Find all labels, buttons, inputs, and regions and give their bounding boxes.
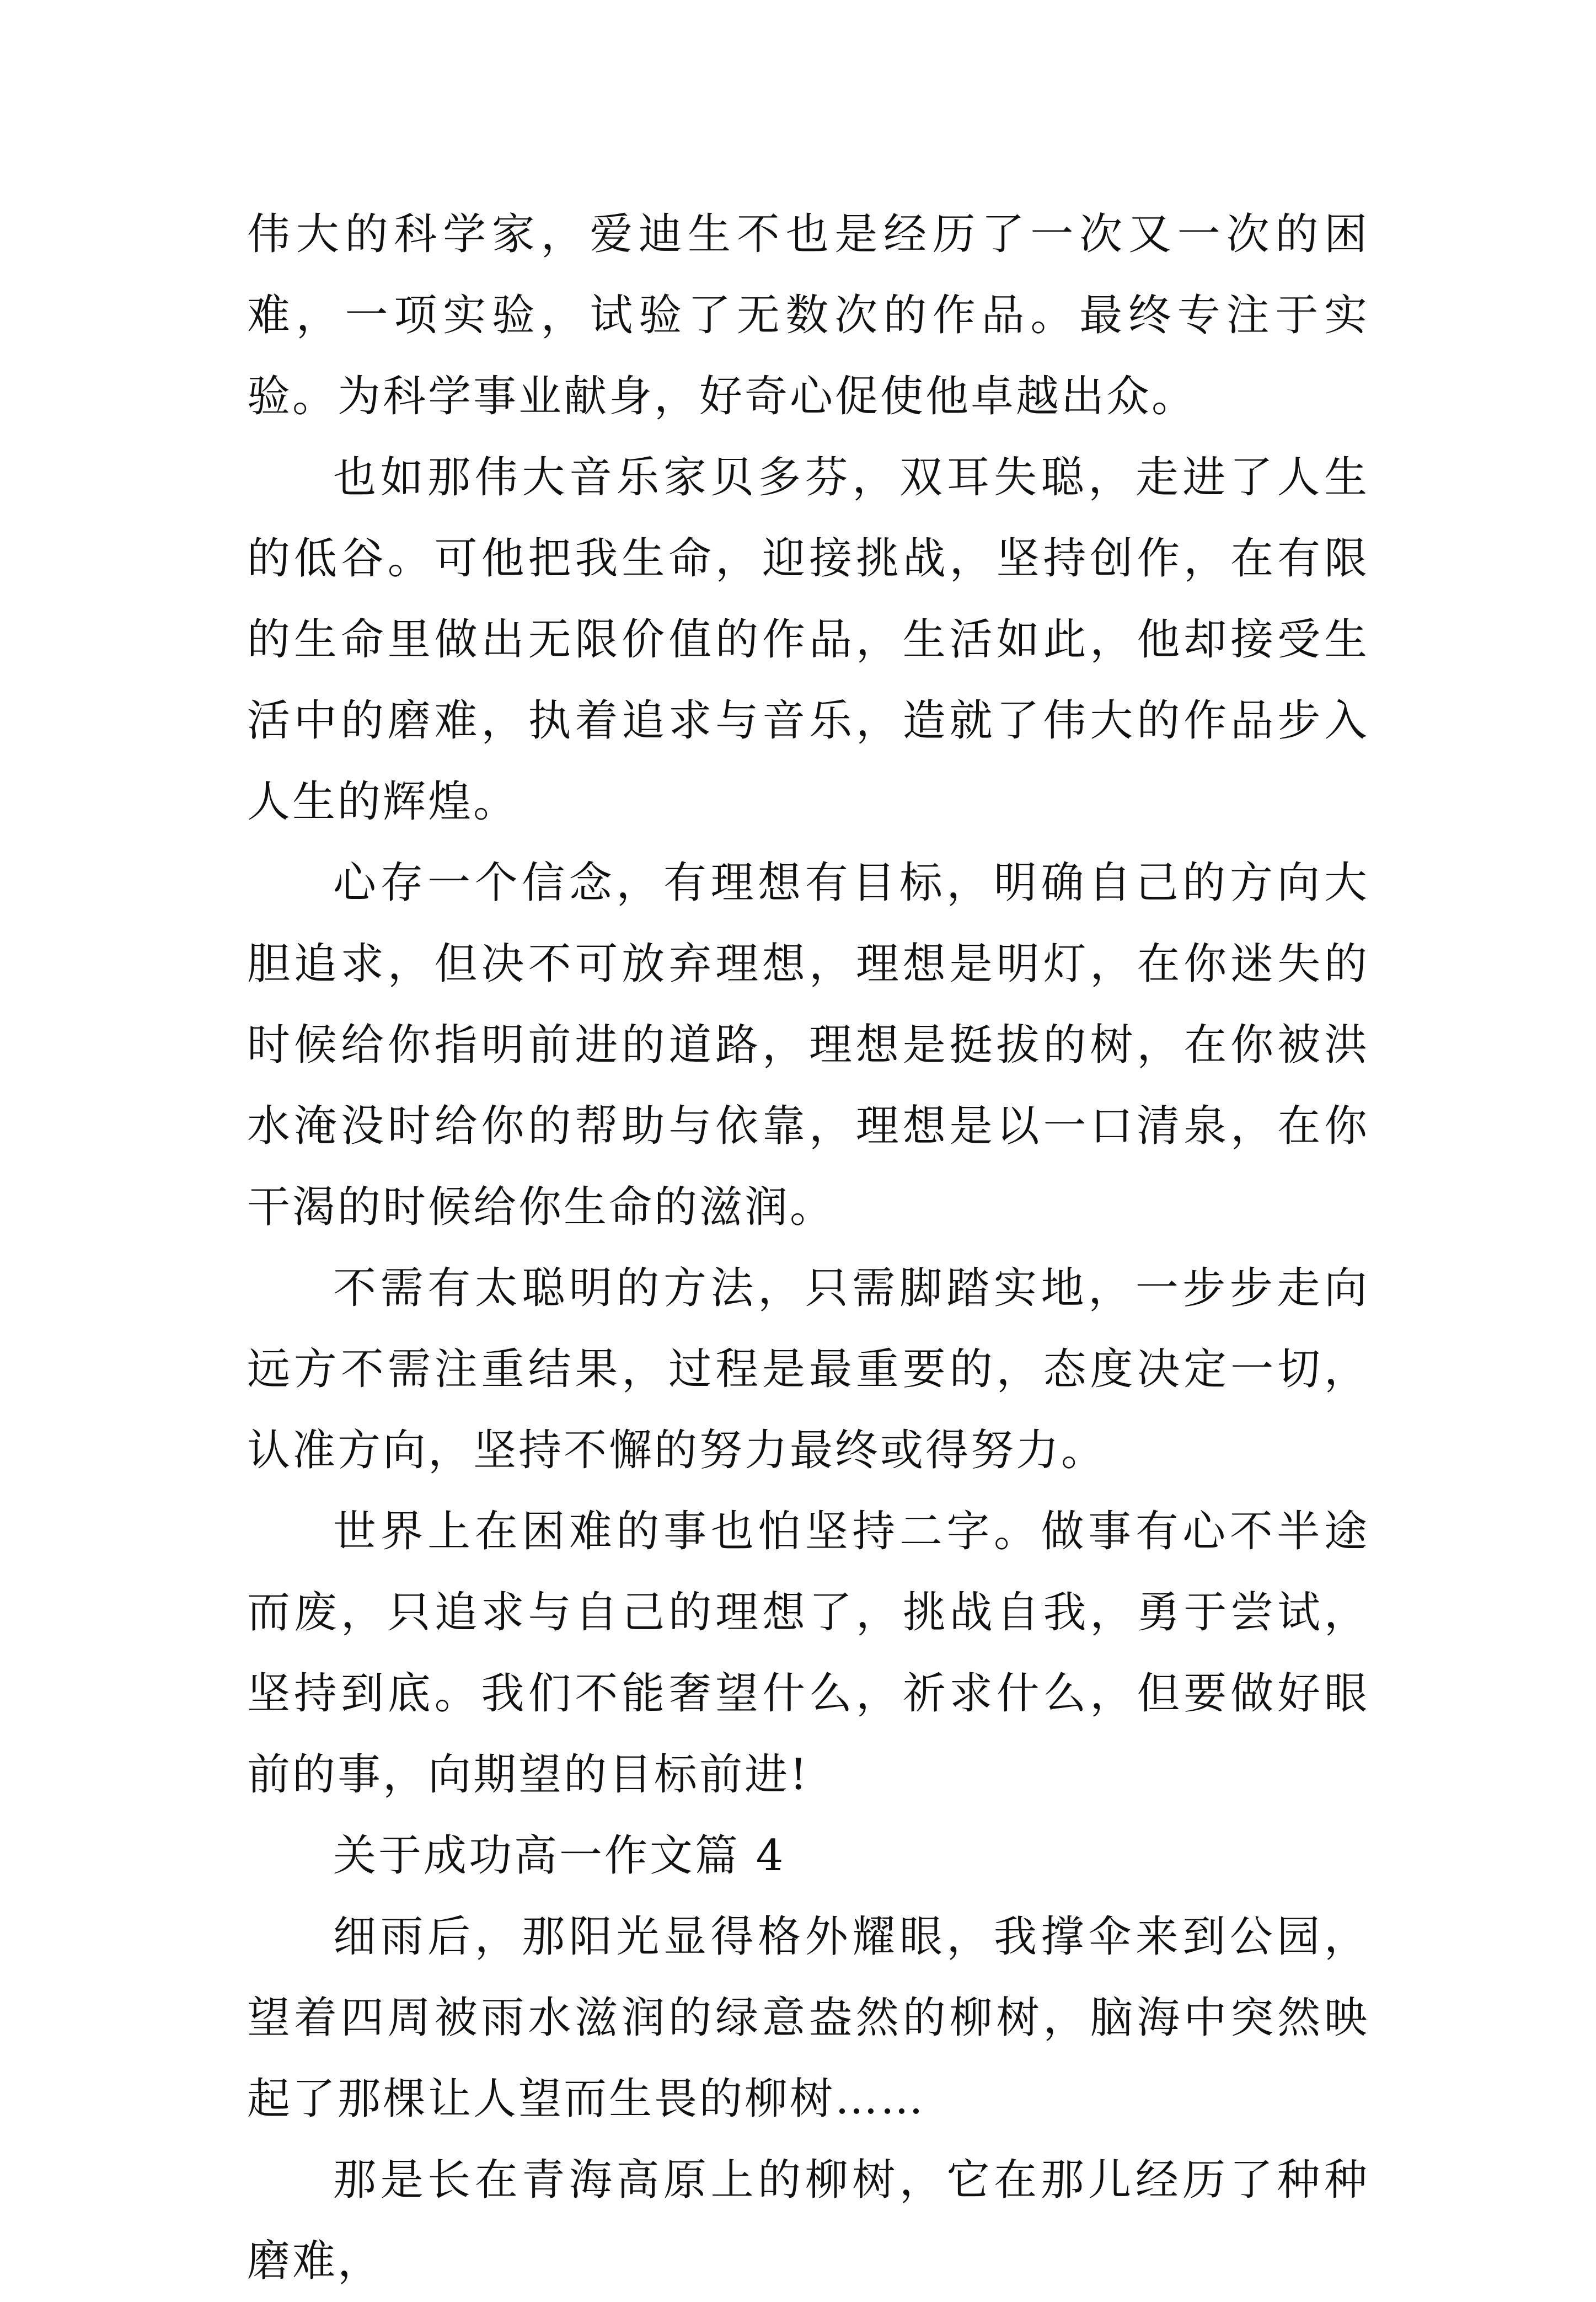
paragraph-5: 世界上在困难的事也怕坚持二字。做事有心不半途而废，只追求与自己的理想了，挑战自我，勇于尝试，坚持到底。我们不能奢望什么，祈求什么，但要做好眼前的事，向期望的目标前进! xyxy=(247,1507,1369,1800)
section-heading: 关于成功高一作文篇 4 xyxy=(333,1831,786,1881)
paragraph-6: 细雨后，那阳光显得格外耀眼，我撑伞来到公园，望着四周被雨水滋润的绿意盎然的柳树，脑海中突然映起了那棵让人望而生畏的柳树…… xyxy=(247,1912,1369,2124)
paragraph-2: 也如那伟大音乐家贝多芬，双耳失聪，走进了人生的低谷。可他把我生命，迎接挑战，坚持创作，在有限的生命里做出无限价值的作品，生活如此，他却接受生活中的磨难，执着追求与音乐，造就了伟大的作品步入人生的辉煌。 xyxy=(247,453,1369,827)
document-body xyxy=(247,194,1369,2302)
paragraph-1: 伟大的科学家，爱迪生不也是经历了一次又一次的困难，一项实验，试验了无数次的作品。最终专注于实验。为科学事业献身，好奇心促使他卓越出众。 xyxy=(247,210,1369,421)
paragraph-3: 心存一个信念，有理想有目标，明确自己的方向大胆追求，但决不可放弃理想，理想是明灯，在你迷失的时候给你指明前进的道路，理想是挺拔的树，在你被洪水淹没时给你的帮助与依靠，理想是以一口清泉，在你干渴的时候给你生命的滋润。 xyxy=(247,858,1369,1232)
paragraph-4: 不需有太聪明的方法，只需脚踏实地，一步步走向远方不需注重结果，过程是最重要的，态度决定一切，认准方向，坚持不懈的努力最终或得努力。 xyxy=(247,1264,1369,1475)
paragraph-7: 那是长在青海高原上的柳树，它在那儿经历了种种磨难， xyxy=(247,2155,1369,2286)
